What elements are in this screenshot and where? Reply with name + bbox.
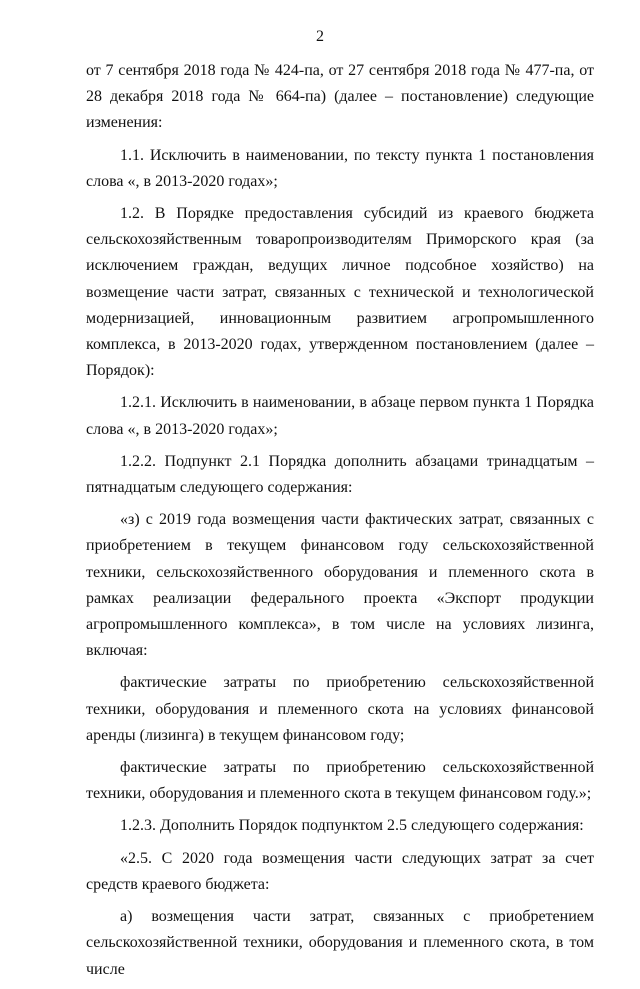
paragraph-1-2-2: 1.2.2. Подпункт 2.1 Порядка дополнить абзацами тринадцатым – пятнадцатым следующего содержания: [86,452,594,497]
document-body [86,58,594,989]
paragraph-leasing-costs: фактические затраты по приобретению сельскохозяйственной техники, оборудования и племенного скота на условиях финансовой аренды (лизинга) в текущем финансовом году; [86,674,594,744]
paragraph-item-a: а) возмещения части затрат, связанных с приобретением сельскохозяйственной техники, оборудования и племенного скота, в том числе [86,908,594,978]
page-number: 2 [316,28,324,45]
paragraph-purchase-costs: фактические затраты по приобретению сельскохозяйственной техники, оборудования и племенного скота в текущем финансовом году.»; [86,759,594,803]
paragraph-1-2-3: 1.2.3. Дополнить Порядок подпунктом 2.5 следующего содержания: [120,817,584,835]
paragraph-2-5: «2.5. С 2020 года возмещения части следующих затрат за счет средств краевого бюджета: [86,849,594,893]
paragraph-1-2: 1.2. В Порядке предоставления субсидий из краевого бюджета сельскохозяйственным товаропроизводителям Приморского края (за исключением граждан, ведущих личное подсобное хозяйство) на возмещение части затрат, связанных с технической и технологической модернизацией, инновационным развитием агропромышленного комплекса, в 2013-2020 годах, утвержденном постановлением (далее – Порядок): [86,205,594,380]
paragraph-1-2-1: 1.2.1. Исключить в наименовании, в абзаце первом пункта 1 Порядка слова «, в 2013-2020 годах»; [86,394,594,438]
paragraph-intro: от 7 сентября 2018 года № 424-па, от 27 сентября 2018 года № 477-па, от 28 декабря 2018 года № 664-па) (далее – постановление) следующие изменения: [86,62,594,132]
paragraph-1-1: 1.1. Исключить в наименовании, по тексту пункта 1 постановления слова «, в 2013-2020 годах»; [86,146,594,190]
paragraph-quote-z: «з) с 2019 года возмещения части фактических затрат, связанных с приобретением в текущем финансовом году сельскохозяйственной техники, сельскохозяйственного оборудования и племенного скота в рамках реализации федерального проекта «Экспорт продукции агропромышленного комплекса», в том числе на условиях лизинга, включая: [86,511,594,660]
